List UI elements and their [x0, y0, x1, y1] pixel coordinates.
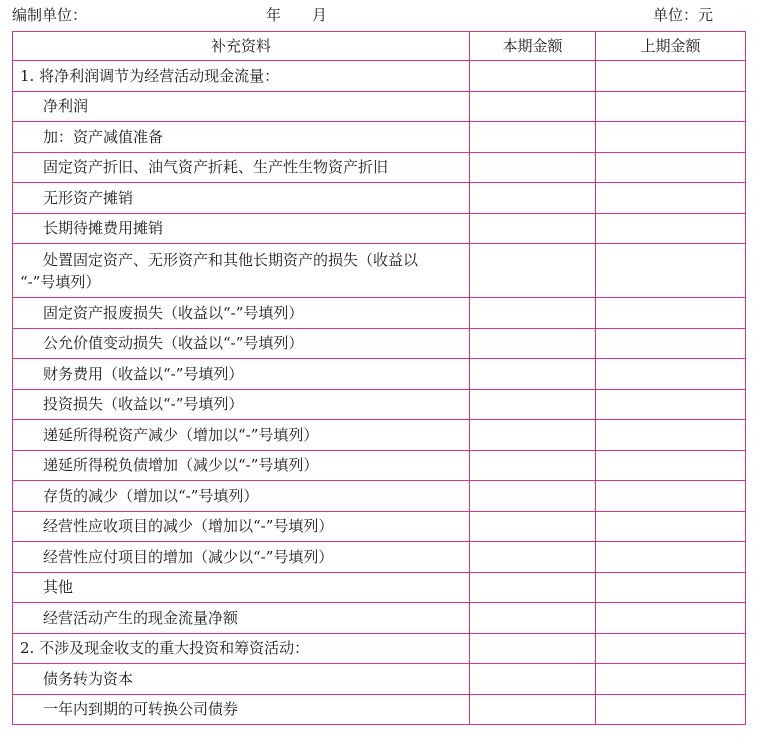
table-row	[13, 359, 746, 390]
table-row	[13, 694, 746, 725]
current-amount-cell[interactable]	[470, 183, 596, 214]
current-amount-cell[interactable]	[470, 152, 596, 183]
table-row	[13, 389, 746, 420]
table-row	[13, 244, 746, 298]
current-amount-cell[interactable]	[470, 633, 596, 664]
table-row	[13, 664, 746, 695]
currency-unit-label: 单位：元	[653, 6, 714, 24]
previous-amount-cell[interactable]	[596, 122, 746, 153]
column-header-previous-amount: 上期金额	[596, 32, 746, 61]
current-amount-cell[interactable]	[470, 244, 596, 298]
current-amount-cell[interactable]	[470, 61, 596, 92]
table-row	[13, 91, 746, 122]
row-label: 加：资产减值准备	[13, 122, 470, 153]
row-label: 固定资产报废损失（收益以“-”号填列）	[13, 298, 470, 329]
table-row	[13, 61, 746, 92]
row-label: 债务转为资本	[13, 664, 470, 695]
table-row	[13, 633, 746, 664]
table-row	[13, 572, 746, 603]
current-amount-cell[interactable]	[470, 450, 596, 481]
row-label: 财务费用（收益以“-”号填列）	[13, 359, 470, 390]
row-label: 经营活动产生的现金流量净额	[13, 603, 470, 634]
current-amount-cell[interactable]	[470, 298, 596, 329]
table-row	[13, 328, 746, 359]
previous-amount-cell[interactable]	[596, 389, 746, 420]
current-amount-cell[interactable]	[470, 481, 596, 512]
row-label: 长期待摊费用摊销	[13, 213, 470, 244]
table-row	[13, 183, 746, 214]
row-label: 经营性应付项目的增加（减少以“-”号填列）	[13, 542, 470, 573]
row-label: 无形资产摊销	[13, 183, 470, 214]
previous-amount-cell[interactable]	[596, 152, 746, 183]
table-row	[13, 420, 746, 451]
current-amount-cell[interactable]	[470, 122, 596, 153]
previous-amount-cell[interactable]	[596, 633, 746, 664]
supplementary-info-table	[12, 31, 746, 725]
row-label: 递延所得税负债增加（减少以“-”号填列）	[13, 450, 470, 481]
current-amount-cell[interactable]	[470, 542, 596, 573]
row-label: 2. 不涉及现金收支的重大投资和筹资活动：	[13, 633, 470, 664]
column-header-current-amount: 本期金额	[470, 32, 596, 61]
row-label-line-1: 处置固定资产、无形资产和其他长期资产的损失（收益以	[43, 250, 419, 269]
table-row	[13, 298, 746, 329]
previous-amount-cell[interactable]	[596, 420, 746, 451]
previous-amount-cell[interactable]	[596, 450, 746, 481]
previous-amount-cell[interactable]	[596, 328, 746, 359]
table-header-row	[13, 32, 746, 61]
table-row	[13, 152, 746, 183]
table-row	[13, 481, 746, 512]
current-amount-cell[interactable]	[470, 420, 596, 451]
current-amount-cell[interactable]	[470, 213, 596, 244]
previous-amount-cell[interactable]	[596, 511, 746, 542]
column-header-item: 补充资料	[13, 32, 470, 61]
row-label: 存货的减少（增加以“-”号填列）	[13, 481, 470, 512]
table-row	[13, 213, 746, 244]
month-label: 月	[312, 6, 328, 24]
previous-amount-cell[interactable]	[596, 213, 746, 244]
table-row	[13, 603, 746, 634]
row-label: 其他	[13, 572, 470, 603]
previous-amount-cell[interactable]	[596, 183, 746, 214]
row-label	[13, 244, 470, 298]
previous-amount-cell[interactable]	[596, 91, 746, 122]
current-amount-cell[interactable]	[470, 511, 596, 542]
current-amount-cell[interactable]	[470, 91, 596, 122]
row-label: 经营性应收项目的减少（增加以“-”号填列）	[13, 511, 470, 542]
current-amount-cell[interactable]	[470, 389, 596, 420]
previous-amount-cell[interactable]	[596, 664, 746, 695]
row-label: 1. 将净利润调节为经营活动现金流量：	[13, 61, 470, 92]
current-amount-cell[interactable]	[470, 359, 596, 390]
row-label: 投资损失（收益以“-”号填列）	[13, 389, 470, 420]
row-label: 一年内到期的可转换公司债券	[13, 694, 470, 725]
previous-amount-cell[interactable]	[596, 298, 746, 329]
previous-amount-cell[interactable]	[596, 61, 746, 92]
current-amount-cell[interactable]	[470, 664, 596, 695]
reporting-unit-label: 编制单位：	[12, 6, 88, 24]
current-amount-cell[interactable]	[470, 572, 596, 603]
current-amount-cell[interactable]	[470, 694, 596, 725]
row-label-line-2: “-”号填列）	[20, 272, 101, 291]
row-label: 公允价值变动损失（收益以“-”号填列）	[13, 328, 470, 359]
table-row	[13, 542, 746, 573]
previous-amount-cell[interactable]	[596, 481, 746, 512]
table-row	[13, 122, 746, 153]
row-label: 净利润	[13, 91, 470, 122]
row-label: 固定资产折旧、油气资产折耗、生产性生物资产折旧	[13, 152, 470, 183]
previous-amount-cell[interactable]	[596, 603, 746, 634]
current-amount-cell[interactable]	[470, 328, 596, 359]
current-amount-cell[interactable]	[470, 603, 596, 634]
previous-amount-cell[interactable]	[596, 359, 746, 390]
year-label: 年	[266, 6, 282, 24]
previous-amount-cell[interactable]	[596, 572, 746, 603]
previous-amount-cell[interactable]	[596, 244, 746, 298]
table-row	[13, 511, 746, 542]
table-row	[13, 450, 746, 481]
previous-amount-cell[interactable]	[596, 542, 746, 573]
row-label: 递延所得税资产减少（增加以“-”号填列）	[13, 420, 470, 451]
previous-amount-cell[interactable]	[596, 694, 746, 725]
